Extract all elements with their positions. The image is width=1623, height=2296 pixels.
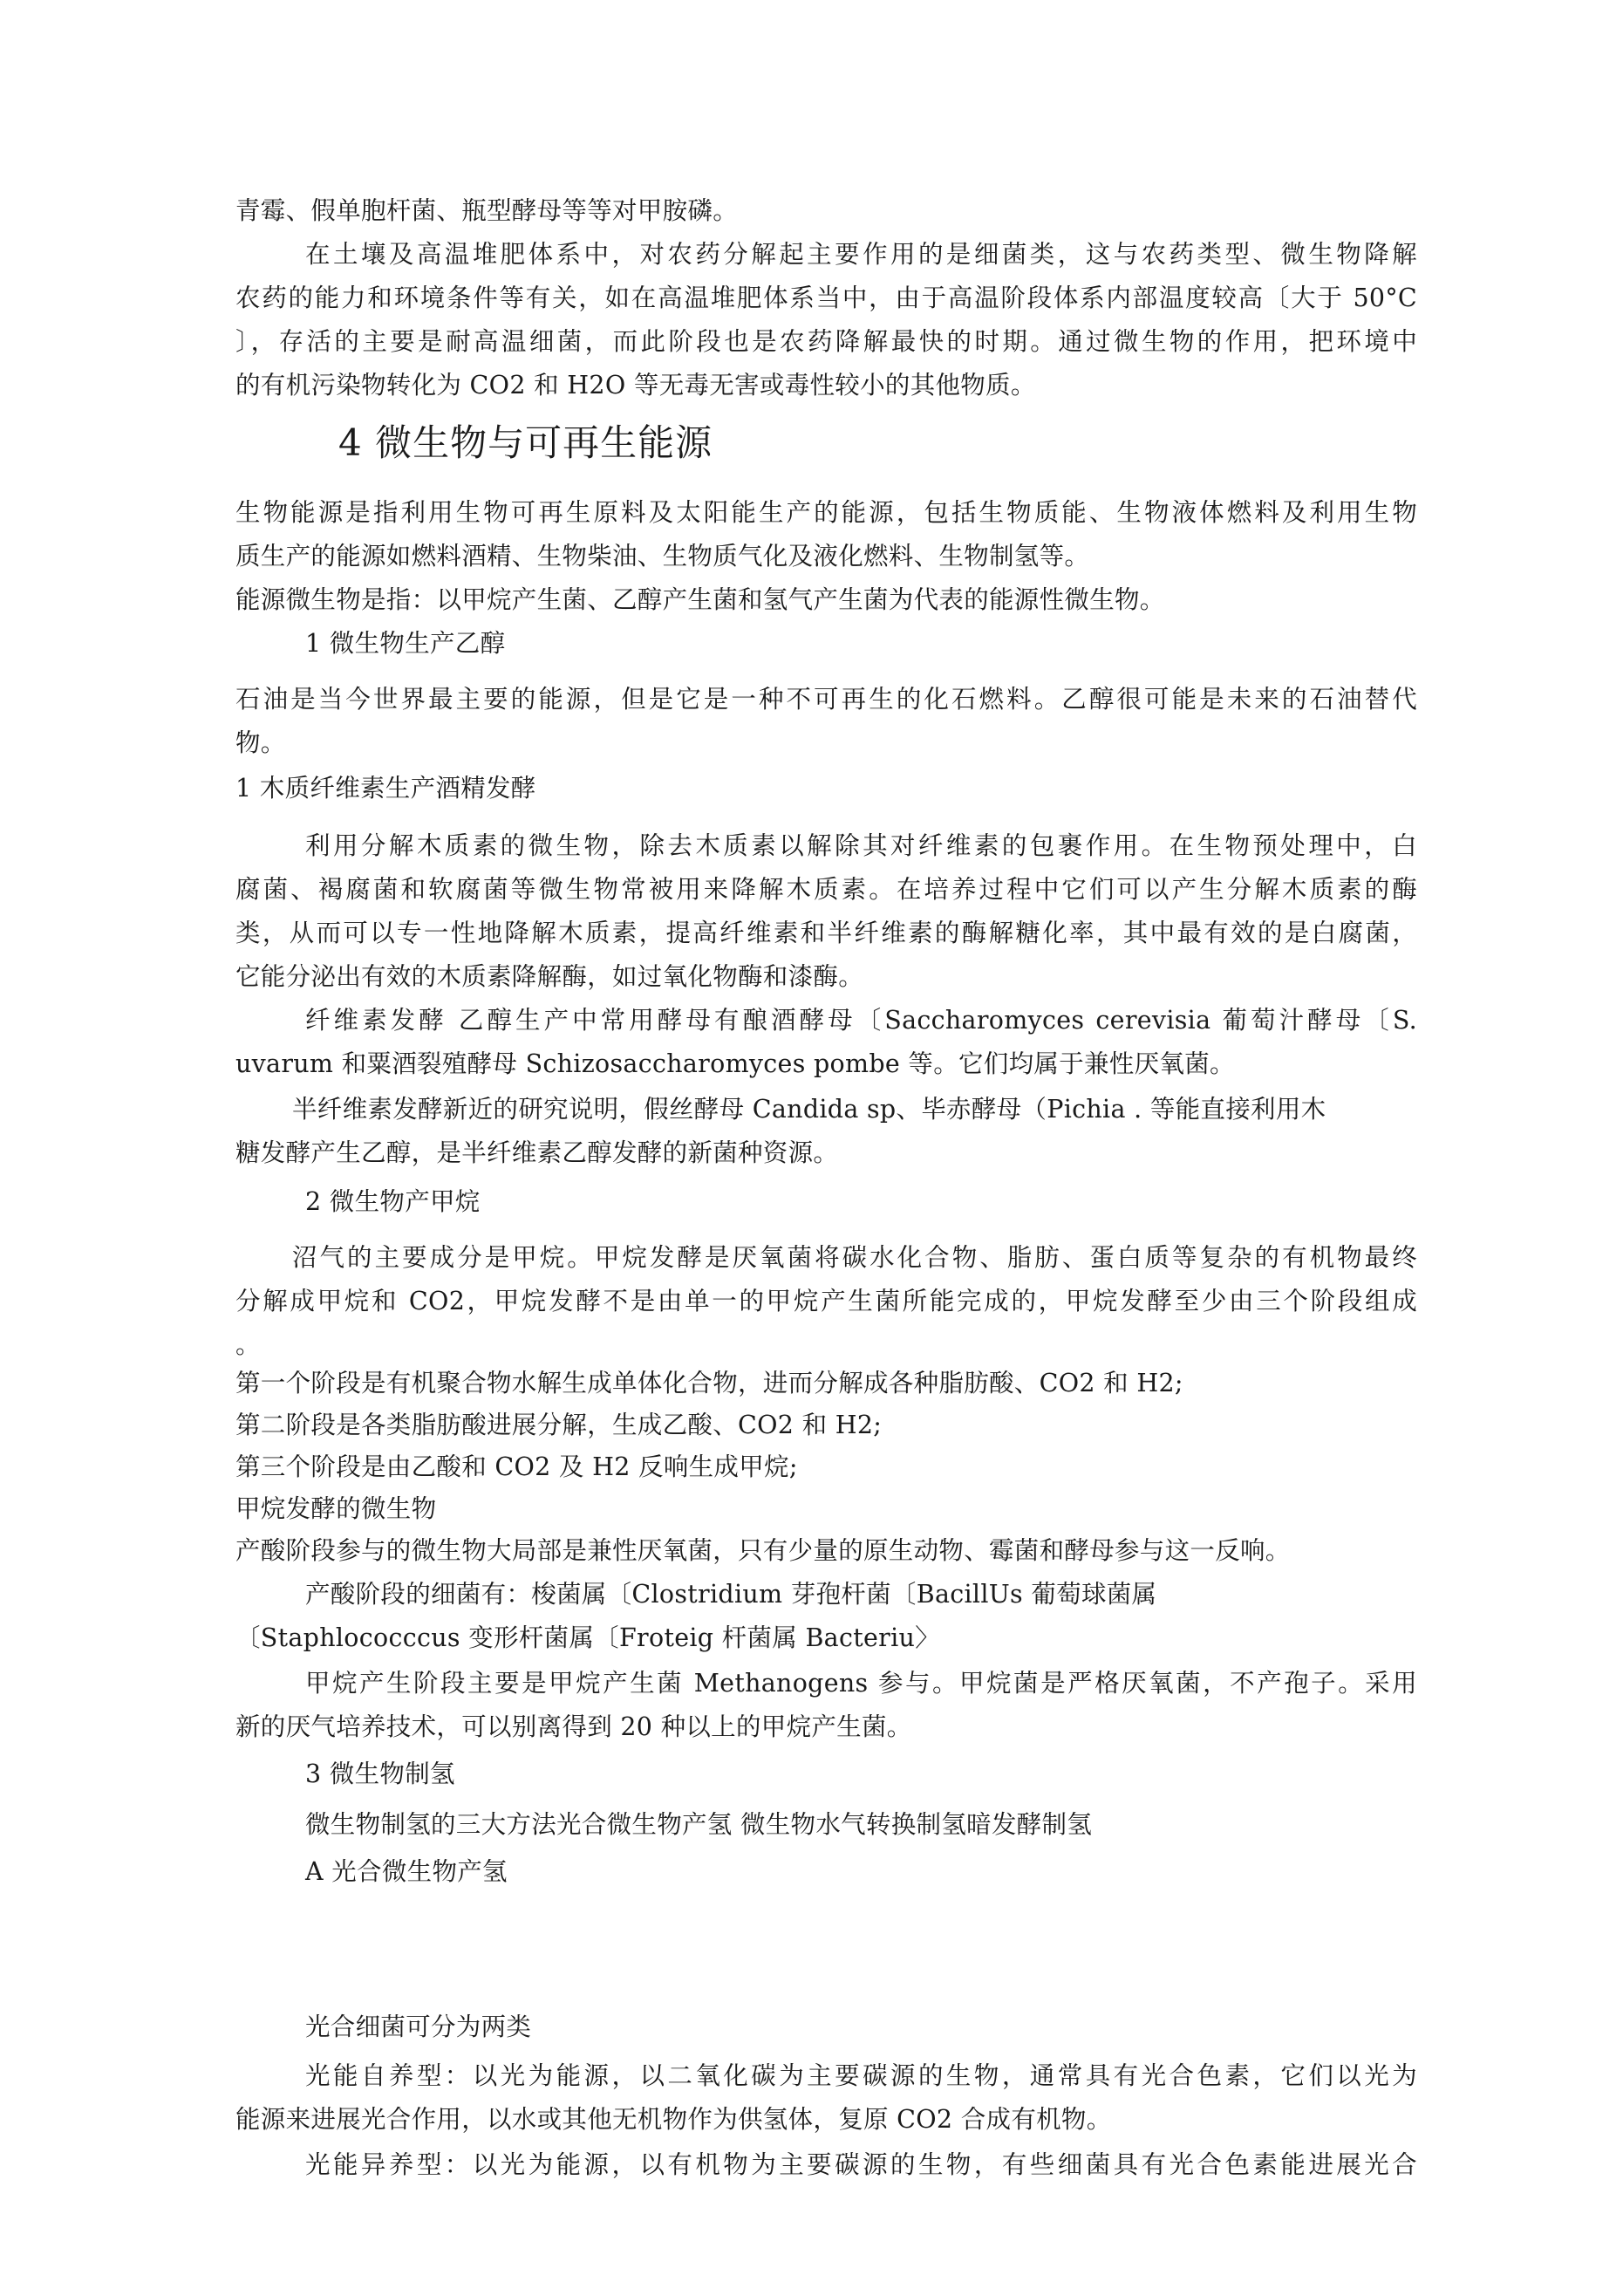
paragraph-line: 产酸阶段参与的微生物大局部是兼性厌氧菌，只有少量的原生动物、霉菌和酵母参与这一反响。 xyxy=(235,1536,1291,1565)
paragraph-line: 〕，存活的主要是耐高温细菌，而此阶段也是农药降解最快的时期。通过微生物的作用，把环境中 xyxy=(235,327,1417,356)
section-heading: 4 微生物与可再生能源 xyxy=(338,421,713,464)
paragraph-line: 它能分泌出有效的木质素降解酶，如过氧化物酶和漆酶。 xyxy=(235,962,864,991)
subsection-heading: 1 微生物生产乙醇 xyxy=(305,629,506,658)
subsection-heading: 2 微生物产甲烷 xyxy=(305,1187,481,1216)
paragraph-line: 腐菌、褐腐菌和软腐菌等微生物常被用来降解木质素。在培养过程中它们可以产生分解木质素的酶 xyxy=(235,875,1417,904)
subsection-heading: 3 微生物制氢 xyxy=(305,1760,455,1788)
paragraph-line: 甲烷产生阶段主要是甲烷产生菌 Methanogens 参与。甲烷菌是严格厌氧菌，不产孢子。采用 xyxy=(305,1669,1417,1698)
paragraph-line: 在土壤及高温堆肥体系中，对农药分解起主要作用的是细菌类，这与农药类型、微生物降解 xyxy=(305,240,1417,269)
paragraph-line: 利用分解木质素的微生物，除去木质素以解除其对纤维素的包裹作用。在生物预处理中，白 xyxy=(305,831,1417,860)
paragraph-line: 光能自养型：以光为能源，以二氧化碳为主要碳源的生物，通常具有光合色素，它们以光为 xyxy=(305,2061,1417,2090)
paragraph-line: 青霉、假单胞杆菌、瓶型酵母等等对甲胺磷。 xyxy=(235,196,739,225)
paragraph-line: 半纤维素发酵新近的研究说明，假丝酵母 Candida sp、毕赤酵母（Pichia . 等能直接利用木 xyxy=(292,1095,1326,1124)
paragraph-line: 生物能源是指利用生物可再生原料及太阳能生产的能源，包括生物质能、生物液体燃料及利用生物 xyxy=(235,498,1417,527)
subsection-heading: 1 木质纤维素生产酒精发酵 xyxy=(235,774,536,803)
paragraph-line: 石油是当今世界最主要的能源，但是它是一种不可再生的化石燃料。乙醇很可能是未来的石油替代 xyxy=(235,685,1417,714)
paragraph-line: 农药的能力和环境条件等有关，如在高温堆肥体系当中，由于高温阶段体系内部温度较高〔大于 50°C xyxy=(235,284,1417,312)
paragraph-line: 纤维素发酵 乙醇生产中常用酵母有酿酒酵母〔Saccharomyces cerevisia 葡萄汁酵母〔S. xyxy=(305,1006,1417,1035)
paragraph-line: 糖发酵产生乙醇，是半纤维素乙醇发酵的新菌种资源。 xyxy=(235,1138,839,1167)
paragraph-line: 质生产的能源如燃料酒精、生物柴油、生物质气化及液化燃料、生物制氢等。 xyxy=(235,542,1090,571)
paragraph-line: 类，从而可以专一性地降解木质素，提高纤维素和半纤维素的酶解糖化率，其中最有效的是白腐菌， xyxy=(235,919,1417,947)
paragraph-line: 物。 xyxy=(235,728,286,757)
paragraph-line: 光能异养型：以光为能源，以有机物为主要碳源的生物，有些细菌具有光合色素能进展光合 xyxy=(305,2150,1417,2179)
subsection-heading: A 光合微生物产氢 xyxy=(305,1857,508,1886)
paragraph-line: 〔Staphlococccus 变形杆菌属〔Froteig 杆菌属 Bacteriu〉 xyxy=(235,1623,940,1652)
paragraph-line: 的有机污染物转化为 CO2 和 H2O 等无毒无害或毒性较小的其他物质。 xyxy=(235,371,1036,400)
paragraph-line: 微生物制氢的三大方法光合微生物产氢 微生物水气转换制氢暗发酵制氢 xyxy=(305,1810,1093,1839)
paragraph-line: 光合细菌可分为两类 xyxy=(305,2012,532,2041)
paragraph-line: 沼气的主要成分是甲烷。甲烷发酵是厌氧菌将碳水化合物、脂肪、蛋白质等复杂的有机物最终 xyxy=(292,1243,1417,1272)
paragraph-line: 能源微生物是指：以甲烷产生菌、乙醇产生菌和氢气产生菌为代表的能源性微生物。 xyxy=(235,585,1165,614)
paragraph-line: 甲烷发酵的微生物 xyxy=(235,1494,437,1523)
paragraph-line: 第三个阶段是由乙酸和 CO2 及 H2 反响生成甲烷; xyxy=(235,1452,798,1481)
paragraph-line: 能源来进展光合作用，以水或其他无机物作为供氢体，复原 CO2 合成有机物。 xyxy=(235,2105,1112,2134)
paragraph-line: 第一个阶段是有机聚合物水解生成单体化合物，进而分解成各种脂肪酸、CO2 和 H2; xyxy=(235,1369,1183,1397)
paragraph-line: uvarum 和粟酒裂殖酵母 Schizosaccharomyces pombe 等。它们均属于兼性厌氧菌。 xyxy=(235,1049,1235,1078)
paragraph-line: 产酸阶段的细菌有：梭菌属〔Clostridium 芽孢杆菌〔BacillUs 葡萄球菌属 xyxy=(305,1580,1157,1609)
paragraph-line: 。 xyxy=(235,1330,261,1359)
paragraph-line: 新的厌气培养技术，可以别离得到 20 种以上的甲烷产生菌。 xyxy=(235,1712,912,1741)
paragraph-line: 分解成甲烷和 CO2，甲烷发酵不是由单一的甲烷产生菌所能完成的，甲烷发酵至少由三个阶段组成 xyxy=(235,1287,1417,1315)
paragraph-line: 第二阶段是各类脂肪酸进展分解，生成乙酸、CO2 和 H2; xyxy=(235,1411,883,1439)
